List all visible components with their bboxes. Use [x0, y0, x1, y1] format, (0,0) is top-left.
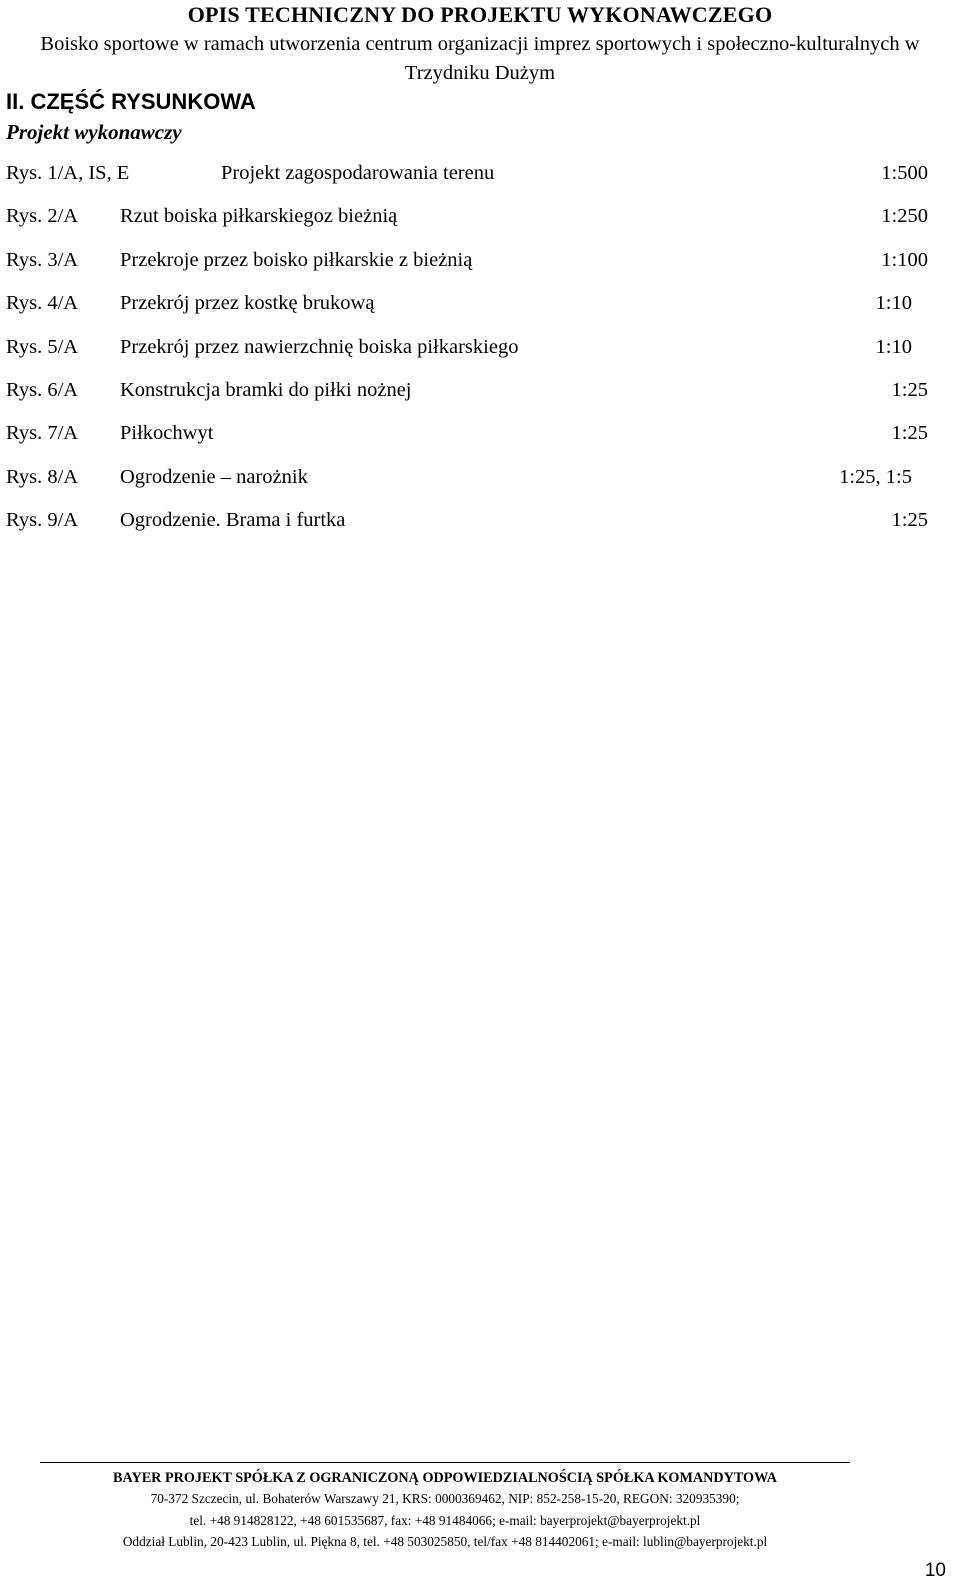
drawing-title: Ogrodzenie – narożnik: [120, 465, 308, 488]
drawing-scale: 1:25, 1:5: [839, 465, 912, 488]
document-title: OPIS TECHNICZNY DO PROJEKTU WYKONAWCZEGO: [187, 2, 773, 27]
drawing-number: Rys. 4/A: [6, 292, 79, 315]
drawing-scale: 1:25: [891, 509, 928, 532]
footer-divider: [40, 1462, 850, 1463]
drawing-number: Rys. 3/A: [6, 248, 79, 271]
drawing-row: [6, 374, 936, 417]
drawing-title: Konstrukcja bramki do piłki nożnej: [120, 378, 412, 401]
drawing-row: [6, 461, 936, 504]
drawing-scale: 1:10: [875, 292, 912, 315]
drawing-number: Rys. 2/A: [6, 205, 79, 228]
drawing-number: Rys. 7/A: [6, 422, 79, 445]
drawing-title: Projekt zagospodarowania terenu: [221, 162, 495, 184]
drawing-row: [6, 504, 936, 547]
drawing-title: Przekrój przez nawierzchnię boiska piłkarskiego: [120, 335, 519, 358]
drawing-scale: 1:25: [891, 378, 928, 401]
drawing-row: [6, 244, 936, 287]
drawing-row: [6, 287, 936, 330]
section-heading: II. CZĘŚĆ RYSUNKOWA: [6, 89, 256, 114]
drawing-row: [6, 417, 936, 460]
drawing-number: Rys. 6/A: [6, 378, 79, 401]
footer-address: 70-372 Szczecin, ul. Bohaterów Warszawy 21, KRS: 0000369462, NIP: 852-258-15-20, REGON: 320935390;: [150, 1491, 740, 1506]
drawing-title: Przekrój przez kostkę brukową: [120, 292, 375, 315]
drawings-list: [6, 157, 936, 548]
drawing-number: Rys. 1/A, IS, E: [6, 162, 130, 184]
drawing-title: Przekroje przez boisko piłkarskie z bieżnią: [120, 248, 473, 271]
drawing-scale: 1:250: [881, 205, 928, 228]
footer-company-name: BAYER PROJEKT SPÓŁKA Z OGRANICZONĄ ODPOWIEDZIALNOŚCIĄ SPÓŁKA KOMANDYTOWA: [113, 1470, 777, 1486]
drawing-number: Rys. 9/A: [6, 509, 79, 532]
drawing-scale: 1:25: [891, 422, 928, 445]
drawing-title: Rzut boiska piłkarskiegoz bieżnią: [120, 205, 398, 228]
drawing-title: Ogrodzenie. Brama i furtka: [120, 509, 346, 532]
section-subheading: Projekt wykonawczy: [6, 120, 182, 144]
drawing-scale: 1:10: [875, 335, 912, 358]
footer-branch: Oddział Lublin, 20-423 Lublin, ul. Piękna 8, tel. +48 503025850, tel/fax +48 814402061; e-mail: lublin@bayerprojekt.pl: [122, 1534, 768, 1549]
document-subtitle: Boisko sportowe w ramach utworzenia centrum organizacji imprez sportowych i społeczno-kulturalnych w Trzydniku Dużym: [40, 33, 920, 84]
drawing-number: Rys. 8/A: [6, 465, 79, 488]
drawing-row: [6, 157, 936, 200]
drawing-title: Piłkochwyt: [120, 422, 214, 445]
drawing-row: [6, 200, 936, 243]
footer-contact: tel. +48 914828122, +48 601535687, fax: +48 91484066; e-mail: bayerprojekt@bayerprojekt.pl: [189, 1513, 701, 1528]
drawing-number: Rys. 5/A: [6, 335, 79, 358]
drawing-scale: 1:500: [881, 162, 928, 184]
page-number: 10: [924, 1560, 946, 1581]
drawing-scale: 1:100: [881, 248, 928, 271]
drawing-row: [6, 331, 936, 374]
